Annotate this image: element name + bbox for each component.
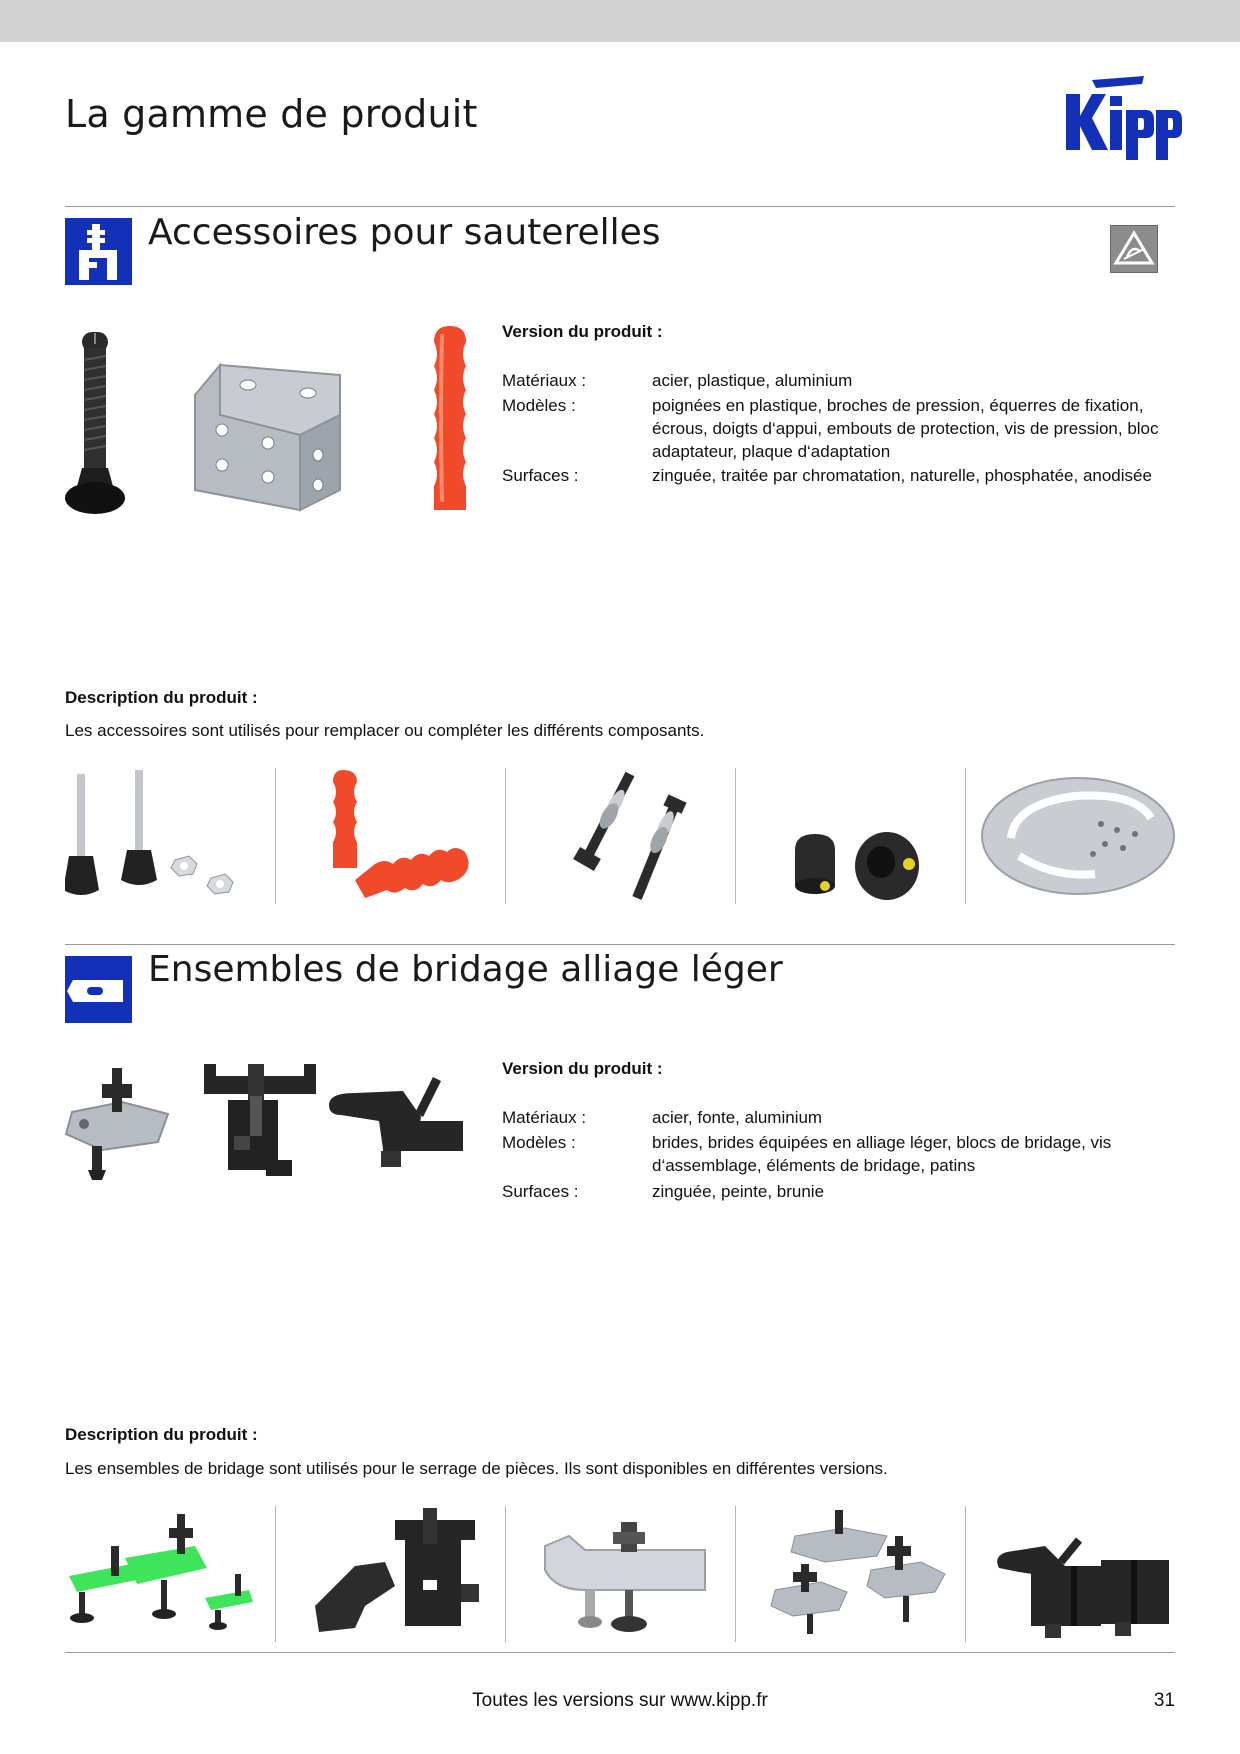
spec-key: Surfaces : — [502, 1182, 579, 1201]
thumbnail-clamp-sets — [755, 1506, 955, 1642]
esd-warning-icon — [1110, 225, 1158, 273]
section-title: Accessoires pour sauterelles — [148, 212, 661, 253]
page-number: 31 — [1153, 1690, 1175, 1711]
spec-value: acier, fonte, aluminium — [652, 1108, 823, 1127]
spec-value: brides, brides équipées en alliage léger, blocs de bridage, vis d‘assemblage, éléments de bridage, patins — [652, 1133, 1112, 1175]
product-image-red-grip — [420, 322, 480, 517]
thumbnail-divider — [505, 768, 506, 904]
spec-key: Modèles : — [502, 396, 576, 415]
section-divider — [65, 206, 1175, 207]
thumbnail-red-grips — [295, 768, 495, 904]
thumbnail-divider — [965, 1506, 966, 1642]
section-title: Ensembles de bridage alliage léger — [148, 949, 783, 990]
product-image-pressure-screw — [62, 330, 132, 520]
version-label: Version du produit : — [502, 322, 663, 341]
top-bar — [0, 0, 1240, 42]
clamping-set-icon — [65, 956, 132, 1023]
spec-key: Modèles : — [502, 1133, 576, 1152]
spec-value: zinguée, peinte, brunie — [652, 1182, 825, 1201]
thumbnail-adapter-blocks — [975, 1506, 1175, 1642]
spec-value: poignées en plastique, broches de pression, équerres de fixation, écrous, doigts d‘appui, embouts de protection, vis de pression, bloc adaptateur, plaque d‘adaptation — [652, 396, 1159, 461]
kipp-logo — [1062, 72, 1184, 164]
thumbnail-green-clamps — [65, 1506, 265, 1642]
footer-divider — [65, 1652, 1175, 1653]
spec-value: zinguée, traitée par chromatation, naturelle, phosphatée, anodisée — [652, 466, 1152, 485]
page-title: La gamme de produit — [65, 92, 478, 136]
product-image-mounting-bracket — [190, 355, 350, 515]
section-divider — [65, 944, 1175, 945]
product-image-clamping-block — [200, 1060, 320, 1180]
version-label: Version du produit : — [502, 1059, 663, 1078]
thumbnail-threaded-studs — [525, 768, 725, 904]
spec-key: Matériaux : — [502, 1108, 587, 1127]
product-thumbnail-strip — [65, 768, 1175, 904]
thumbnail-divider — [505, 1506, 506, 1642]
spec-key: Matériaux : — [502, 371, 587, 390]
thumbnail-pressure-spindles — [65, 768, 265, 904]
product-image-toggle-lever — [325, 1075, 465, 1175]
description-text: Les accessoires sont utilisés pour remplacer ou compléter les différents composants. — [65, 721, 705, 740]
thumbnail-protective-caps — [755, 768, 955, 904]
thumbnail-divider — [275, 1506, 276, 1642]
thumbnail-adapter-plate — [975, 768, 1175, 904]
description-label: Description du produit : — [65, 1425, 258, 1444]
thumbnail-divider — [965, 768, 966, 904]
description-text: Les ensembles de bridage sont utilisés pour le serrage de pièces. Ils sont disponibles en différentes versions. — [65, 1459, 888, 1478]
thumbnail-divider — [735, 768, 736, 904]
thumbnail-divider — [735, 1506, 736, 1642]
footer-website-text: Toutes les versions sur www.kipp.fr — [472, 1690, 768, 1711]
spec-key: Surfaces : — [502, 466, 579, 485]
thumbnail-clamping-elements — [295, 1506, 495, 1642]
product-thumbnail-strip — [65, 1506, 1175, 1642]
product-image-clamp-strap — [62, 1062, 172, 1180]
toggle-clamp-icon — [65, 218, 132, 285]
thumbnail-divider — [275, 768, 276, 904]
description-label: Description du produit : — [65, 688, 258, 707]
thumbnail-aluminium-clamp — [525, 1506, 725, 1642]
spec-value: acier, plastique, aluminium — [652, 371, 853, 390]
